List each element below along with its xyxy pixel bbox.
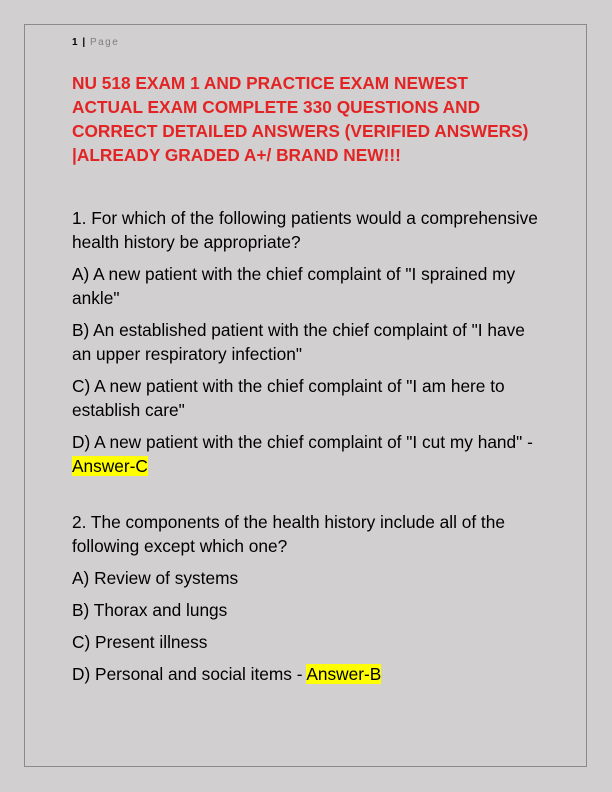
question-1 — [72, 206, 547, 478]
option-c: C) A new patient with the chief complaint of "I am here to establish care" — [72, 376, 505, 420]
document-content — [72, 206, 547, 718]
option-d-text: D) A new patient with the chief complaint of "I cut my hand" - — [72, 432, 533, 452]
option-b: B) Thorax and lungs — [72, 600, 228, 620]
page-header — [72, 37, 119, 48]
page-separator: | — [82, 37, 86, 48]
page-word: Page — [89, 37, 120, 48]
page-number: 1 — [72, 37, 78, 48]
option-d — [72, 662, 547, 686]
answer-highlight: Answer-B — [306, 664, 382, 684]
option-a: A) A new patient with the chief complaint of "I sprained my ankle" — [72, 264, 516, 308]
document-title: NU 518 EXAM 1 AND PRACTICE EXAM NEWEST ACTUAL EXAM COMPLETE 330 QUESTIONS AND CORRECT DETAILED ANSWERS (VERIFIED ANSWERS) |ALREADY GRADED A+/ BRAND NEW!!! — [72, 73, 529, 165]
option-b: B) An established patient with the chief complaint of "I have an upper respiratory infection" — [72, 320, 525, 364]
option-a: A) Review of systems — [72, 568, 239, 588]
question-text: 2. The components of the health history include all of the following except which one? — [72, 512, 505, 556]
answer-highlight: Answer-C — [72, 456, 148, 476]
question-text: 1. For which of the following patients would a comprehensive health history be appropriate? — [72, 208, 538, 252]
option-c: C) Present illness — [72, 632, 208, 652]
option-d-text: D) Personal and social items - — [72, 664, 307, 684]
option-d — [72, 430, 547, 478]
question-2 — [72, 510, 547, 686]
